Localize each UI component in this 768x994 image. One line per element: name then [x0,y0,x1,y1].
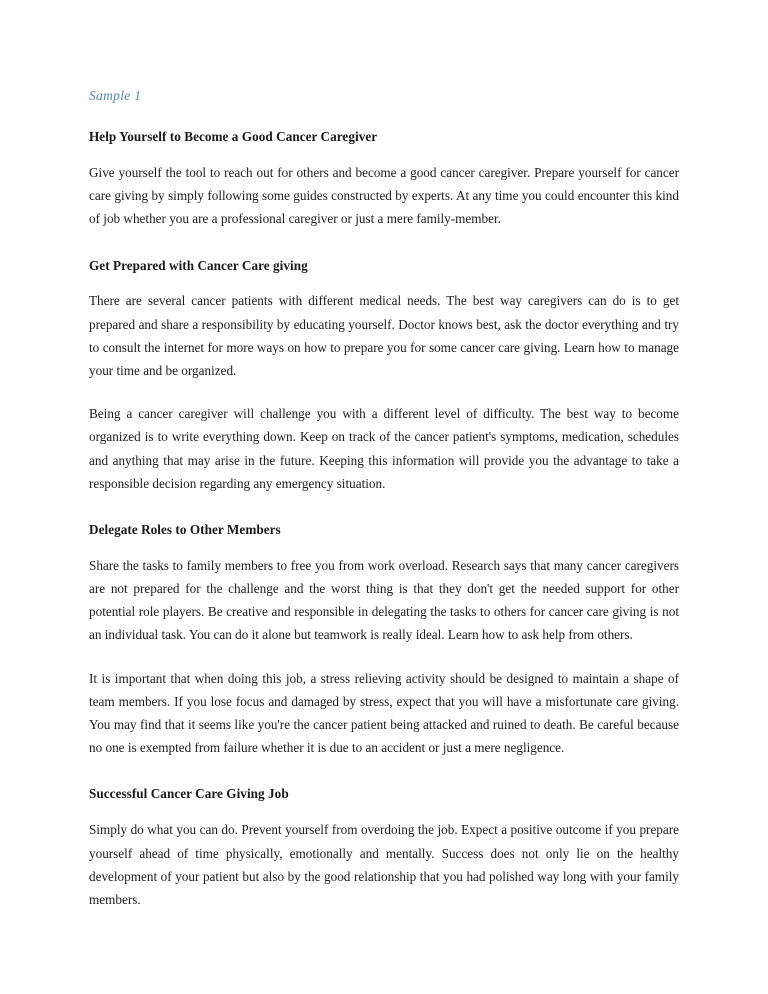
intro-paragraph: Give yourself the tool to reach out for others and become a good cancer caregiver. Prepare yourself for cancer care giving by simply following some guides constructed by experts. At any time you could encounter this kind of job whether you are a professional caregiver or just a mere family-member. [89,165,679,227]
page-title: Help Yourself to Become a Good Cancer Caregiver [89,129,378,145]
paragraph: Being a cancer caregiver will challenge you with a different level of difficulty. The best way to become organized is to write everything down. Keep on track of the cancer patient's symptoms, medication, schedules and anything that may arise in the future. Keeping this information will provide you the advantage to take a responsible decision regarding any emergency situation. [89,406,679,491]
section-heading-get-prepared: Get Prepared with Cancer Care giving [89,257,308,273]
paragraph: Simply do what you can do. Prevent yourself from overdoing the job. Expect a positive outcome if you prepare yourself ahead of time physically, emotionally and mentally. Success does not only lie on the healthy development of your patient but also by the good relationship that you had polished way long with your family members. [89,822,679,907]
section-heading-successful-job: Successful Cancer Care Giving Job [89,786,289,802]
document-body [89,88,679,911]
section-heading-delegate-roles: Delegate Roles to Other Members [89,522,281,538]
paragraph: Share the tasks to family members to free you from work overload. Research says that many cancer caregivers are not prepared for the challenge and the worst thing is that they don't get the needed support for other potential role players. Be creative and responsible in delegating the tasks to others for cancer care giving is not an individual task. You can do it alone but teamwork is really ideal. Learn how to ask help from others. [89,557,679,643]
paragraph: There are several cancer patients with different medical needs. The best way caregivers can do is to get prepared and share a responsibility by educating yourself. Doctor knows best, ask the doctor everything and try to consult the internet for more ways on how to prepare you for some cancer care giving. Learn how to manage your time and be organized. [89,293,679,379]
sample-label: Sample 1 [89,88,142,103]
paragraph: It is important that when doing this job, a stress relieving activity should be designed to maintain a shape of team members. If you lose focus and damaged by stress, expect that you will have a misfortunate care giving. You may find that it seems like you're the cancer patient being attacked and ruined to death. Be careful because no one is exempted from failure whether it is due to an accident or just a mere negligence. [89,670,679,756]
